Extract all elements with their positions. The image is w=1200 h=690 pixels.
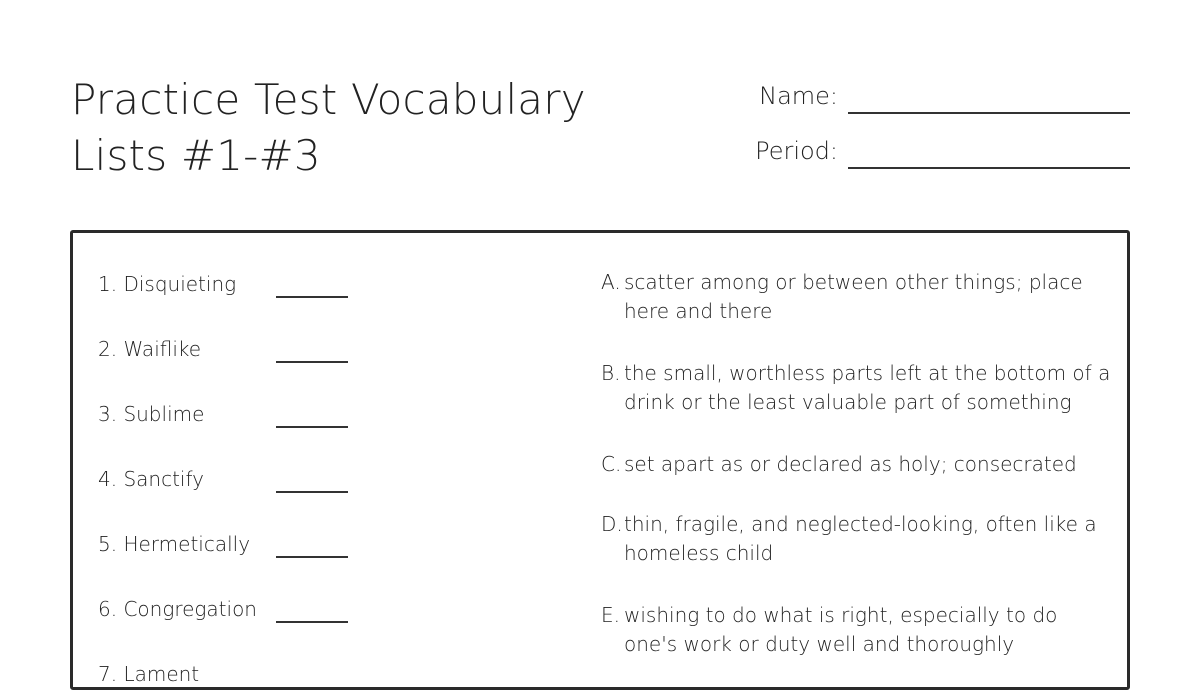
term-label: 3. Sublime [98,402,205,426]
definition-item [601,359,1111,417]
definition-letter: A. [601,270,621,294]
name-field-row [740,78,1130,118]
period-blank-line[interactable] [848,167,1130,169]
term-label: 1. Disquieting [98,272,237,296]
answer-blank[interactable] [276,361,348,363]
term-item [98,463,358,528]
term-item [98,528,358,593]
worksheet-title [71,72,711,184]
definition-text: scatter among or between other things; place here and there [624,270,1083,323]
term-item [98,593,358,658]
matching-panel [70,230,1130,690]
term-item [98,658,358,690]
answer-blank[interactable] [276,621,348,623]
term-label: 7. Lament [98,662,200,686]
name-label: Name: [759,82,838,110]
term-label: 4. Sanctify [98,467,204,491]
title-line-2: Lists #1-#3 [71,131,321,180]
definition-letter: C. [601,452,622,476]
definition-item [601,510,1111,568]
definition-letter: B. [601,361,621,385]
title-line-1: Practice Test Vocabulary [71,75,586,124]
definition-letter: D. [601,512,623,536]
term-label: 6. Congregation [98,597,257,621]
answer-blank[interactable] [276,556,348,558]
definition-text: wishing to do what is right, especially to do one's work or duty well and thoroughly [624,603,1058,656]
term-item [98,398,358,463]
definition-text: set apart as or declared as holy; consecrated [624,452,1077,476]
answer-blank[interactable] [276,296,348,298]
answer-blank[interactable] [276,426,348,428]
term-item [98,268,358,333]
definition-letter: E. [601,603,620,627]
definition-text: the small, worthless parts left at the bottom of a drink or the least valuable part of something [624,361,1111,414]
definition-item [601,601,1111,659]
term-label: 5. Hermetically [98,532,251,556]
period-field-row [740,133,1130,173]
definition-item [601,268,1111,326]
term-list [98,268,358,690]
answer-blank[interactable] [276,491,348,493]
term-label: 2. Waiflike [98,337,202,361]
definition-text: thin, fragile, and neglected-looking, often like a homeless child [624,512,1097,565]
period-label: Period: [755,137,838,165]
name-blank-line[interactable] [848,112,1130,114]
definition-item [601,450,1111,479]
term-item [98,333,358,398]
